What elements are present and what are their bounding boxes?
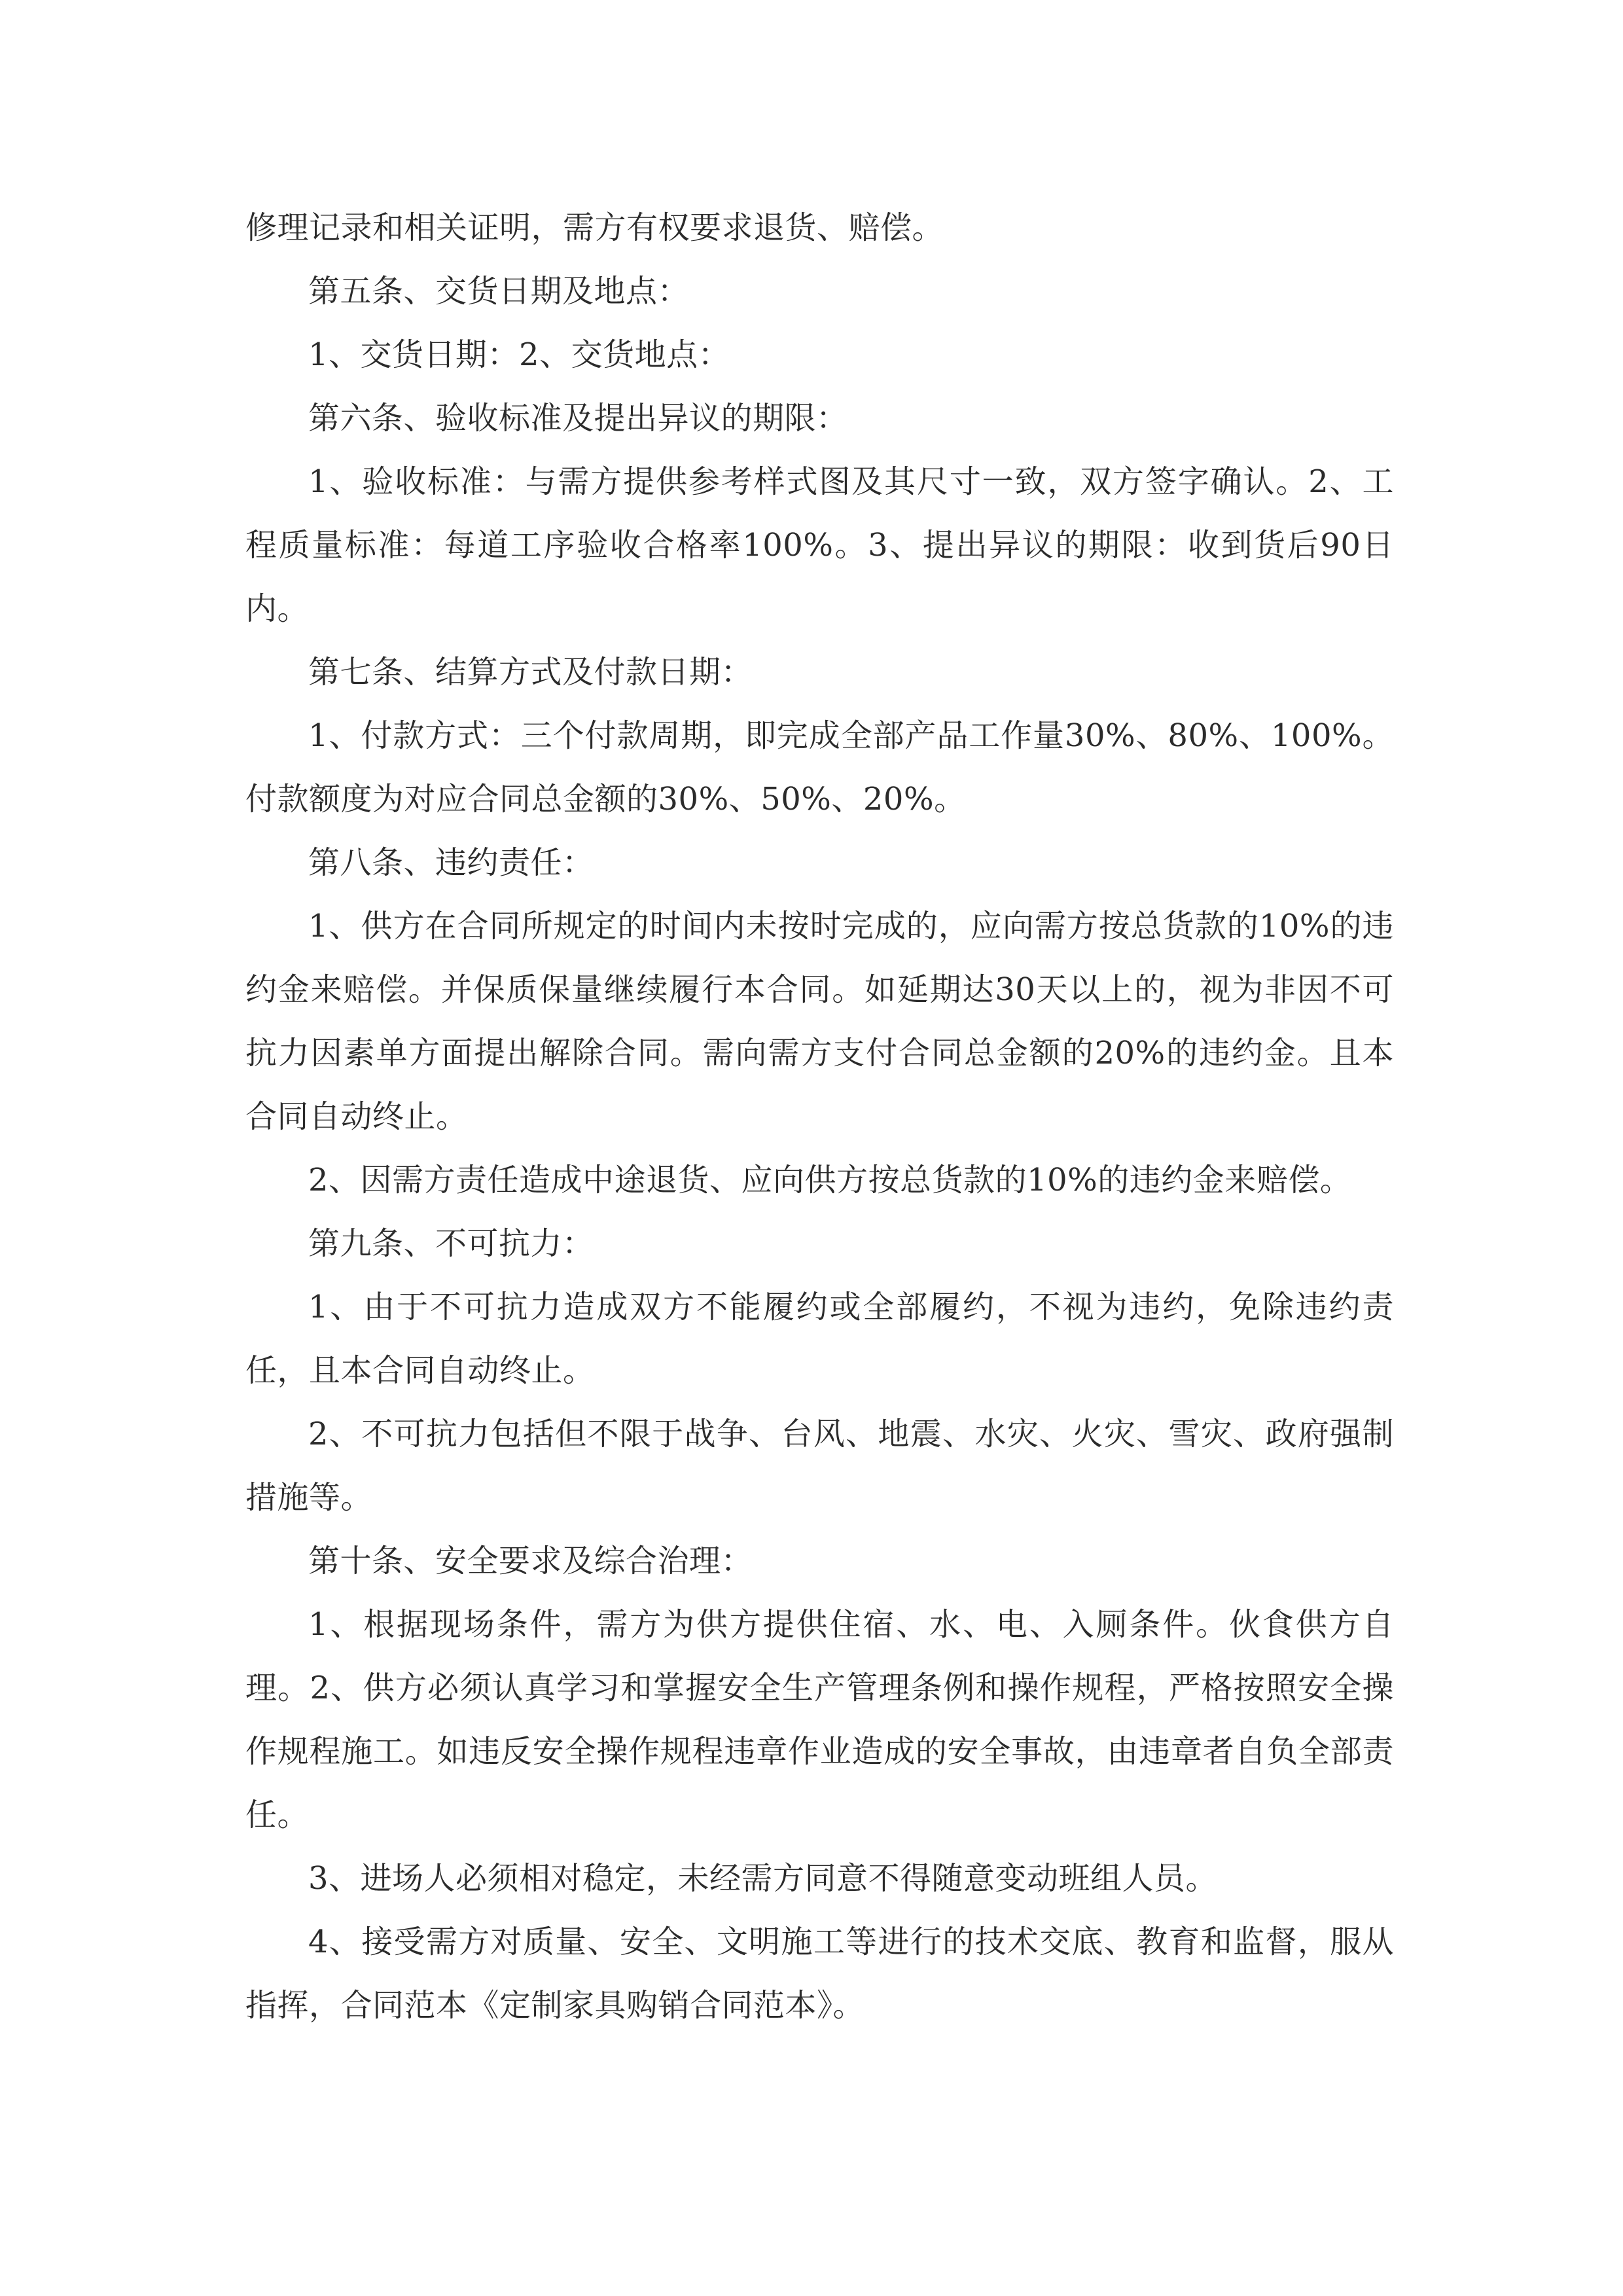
article-6-heading: 第六条、验收标准及提出异议的期限： <box>308 400 848 437</box>
paragraph: 1、根据现场条件，需方为供方提供住宿、水、电、入厕条件。伙食供方自理。2、供方必须认真学习和掌握安全生产管理条例和操作规程，严格按照安全操作规程施工。如违反安全操作规程违章作业造成的安全事故，由违章者自负全部责任。 <box>245 1606 1394 1833</box>
article-5-heading: 第五条、交货日期及地点： <box>308 273 690 310</box>
article-10-heading: 第十条、安全要求及综合治理： <box>308 1543 753 1579</box>
paragraph: 2、因需方责任造成中途退货、应向供方按总货款的10%的违约金来赔偿。 <box>308 1162 1352 1198</box>
paragraph: 1、验收标准：与需方提供参考样式图及其尺寸一致，双方签字确认。2、工程质量标准：每道工序验收合格率100%。3、提出异议的期限：收到货后90日内。 <box>245 463 1394 627</box>
paragraph: 1、供方在合同所规定的时间内未按时完成的，应向需方按总货款的10%的违约金来赔偿。并保质保量继续履行本合同。如延期达30天以上的，视为非因不可抗力因素单方面提出解除合同。需向需方支付合同总金额的20%的违约金。且本合同自动终止。 <box>245 908 1394 1135</box>
paragraph: 1、由于不可抗力造成双方不能履约或全部履约，不视为违约，免除违约责任，且本合同自动终止。 <box>245 1289 1394 1389</box>
paragraph: 2、不可抗力包括但不限于战争、台风、地震、水灾、火灾、雪灾、政府强制措施等。 <box>245 1416 1394 1516</box>
paragraph: 1、付款方式：三个付款周期，即完成全部产品工作量30%、80%、100%。付款额度为对应合同总金额的30%、50%、20%。 <box>245 717 1394 817</box>
paragraph: 4、接受需方对质量、安全、文明施工等进行的技术交底、教育和监督，服从指挥，合同范本《定制家具购销合同范本》。 <box>245 1924 1394 2024</box>
article-9-heading: 第九条、不可抗力： <box>308 1225 594 1262</box>
article-8-heading: 第八条、违约责任： <box>308 844 594 881</box>
contract-body <box>245 196 1394 2037</box>
paragraph: 3、进场人必须相对稳定，未经需方同意不得随意变动班组人员。 <box>308 1860 1218 1897</box>
article-7-heading: 第七条、结算方式及付款日期： <box>308 654 753 691</box>
paragraph: 修理记录和相关证明，需方有权要求退货、赔偿。 <box>245 209 944 246</box>
paragraph: 1、交货日期：2、交货地点： <box>308 336 730 373</box>
